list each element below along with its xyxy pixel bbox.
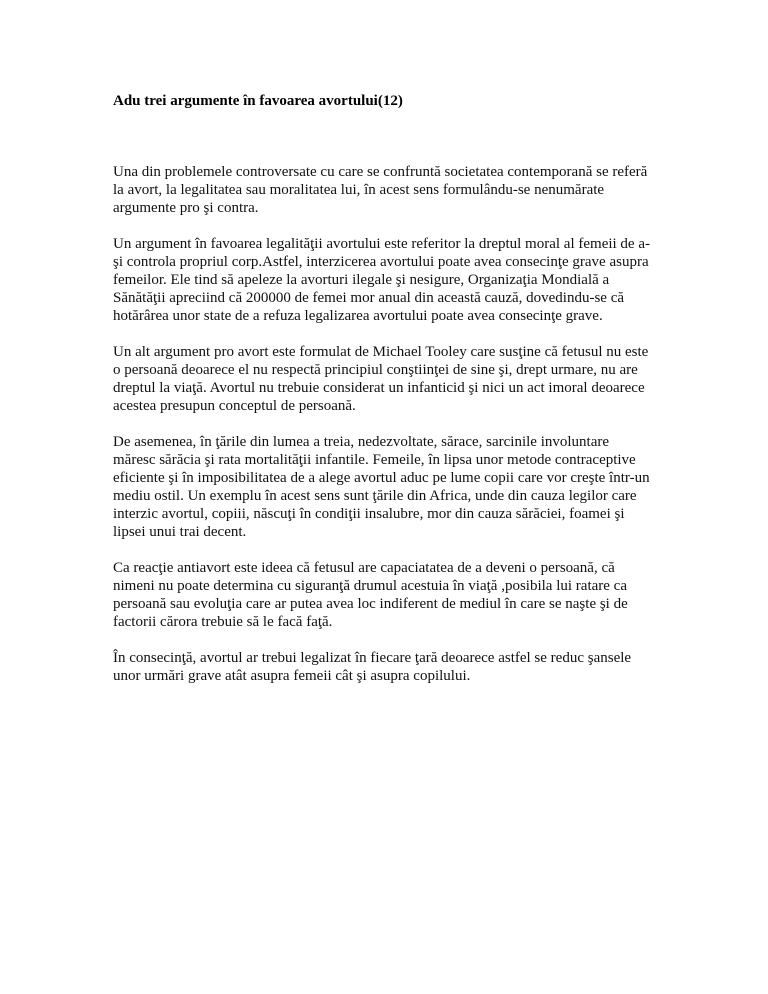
paragraph-line: acestea presupun conceptul de persoană. bbox=[113, 398, 356, 414]
document-title: Adu trei argumente în favoarea avortului(12) bbox=[113, 93, 403, 109]
paragraph-line: şi controla propriul corp.Astfel, interzicerea avortului poate avea consecinţe grave asupra bbox=[113, 254, 649, 270]
paragraph-line: persoană sau evoluţia care ar putea avea loc indiferent de mediul în care se naşte şi de bbox=[113, 596, 628, 612]
paragraph-line: Sănătăţii apreciind că 200000 de femei mor anual din această cauză, dovedindu-se că bbox=[113, 290, 625, 306]
paragraph-2 bbox=[113, 235, 661, 325]
paragraph-line: unor urmări grave atât asupra femeii cât şi asupra copilului. bbox=[113, 668, 471, 684]
paragraph-line: hotărârea unor state de a refuza legalizarea avortului poate avea consecinţe grave. bbox=[113, 308, 603, 324]
paragraph-5 bbox=[113, 559, 661, 631]
paragraph-4 bbox=[113, 433, 661, 541]
paragraph-line: femeilor. Ele tind să apeleze la avorturi ilegale şi nesigure, Organizaţia Mondială a bbox=[113, 272, 610, 288]
paragraph-line: la avort, la legalitatea sau moralitatea lui, în acest sens formulându-se nenumărate bbox=[113, 182, 605, 198]
paragraph-6 bbox=[113, 649, 661, 685]
paragraph-line: nimeni nu poate determina cu siguranţă drumul acestuia în viaţă ,posibila lui ratare ca bbox=[113, 578, 627, 594]
paragraph-line: factorii cărora trebuie să le facă faţă. bbox=[113, 614, 333, 630]
paragraph-line: Una din problemele controversate cu care se confruntă societatea contemporană se referă bbox=[113, 164, 648, 180]
paragraph-line: măresc sărăcia şi rata mortalităţii infantile. Femeile, în lipsa unor metode contraceptive bbox=[113, 452, 636, 468]
paragraph-line: o persoană deoarece el nu respectă principiul conştiinţei de sine şi, drept urmare, nu are bbox=[113, 362, 638, 378]
paragraph-line: mediu ostil. Un exemplu în acest sens sunt ţările din Africa, unde din cauza legilor care bbox=[113, 488, 637, 504]
paragraph-line: În consecinţă, avortul ar trebui legalizat în fiecare ţară deoarece astfel se reduc şansele bbox=[113, 650, 632, 666]
paragraph-line: argumente pro şi contra. bbox=[113, 200, 259, 216]
paragraph-line: dreptul la viaţă. Avortul nu trebuie considerat un infanticid şi nici un act imoral deoarece bbox=[113, 380, 645, 396]
document-body bbox=[113, 163, 661, 703]
paragraph-line: Un alt argument pro avort este formulat de Michael Tooley care susţine că fetusul nu este bbox=[113, 344, 649, 360]
paragraph-1 bbox=[113, 163, 661, 217]
paragraph-line: interzic avortul, copiii, născuţi în condiţii insalubre, mor din cauza sărăciei, foamei şi bbox=[113, 506, 625, 522]
paragraph-line: De asemenea, în ţările din lumea a treia, nedezvoltate, sărace, sarcinile involuntare bbox=[113, 434, 610, 450]
paragraph-line: lipsei unui trai decent. bbox=[113, 524, 247, 540]
paragraph-line: eficiente şi în imposibilitatea de a alege avortul aduc pe lume copii care vor creşte într-un bbox=[113, 470, 650, 486]
paragraph-line: Un argument în favoarea legalităţii avortului este referitor la dreptul moral al femeii de a- bbox=[113, 236, 650, 252]
paragraph-3 bbox=[113, 343, 661, 415]
paragraph-line: Ca reacţie antiavort este ideea că fetusul are capaciatatea de a deveni o persoană, că bbox=[113, 560, 615, 576]
